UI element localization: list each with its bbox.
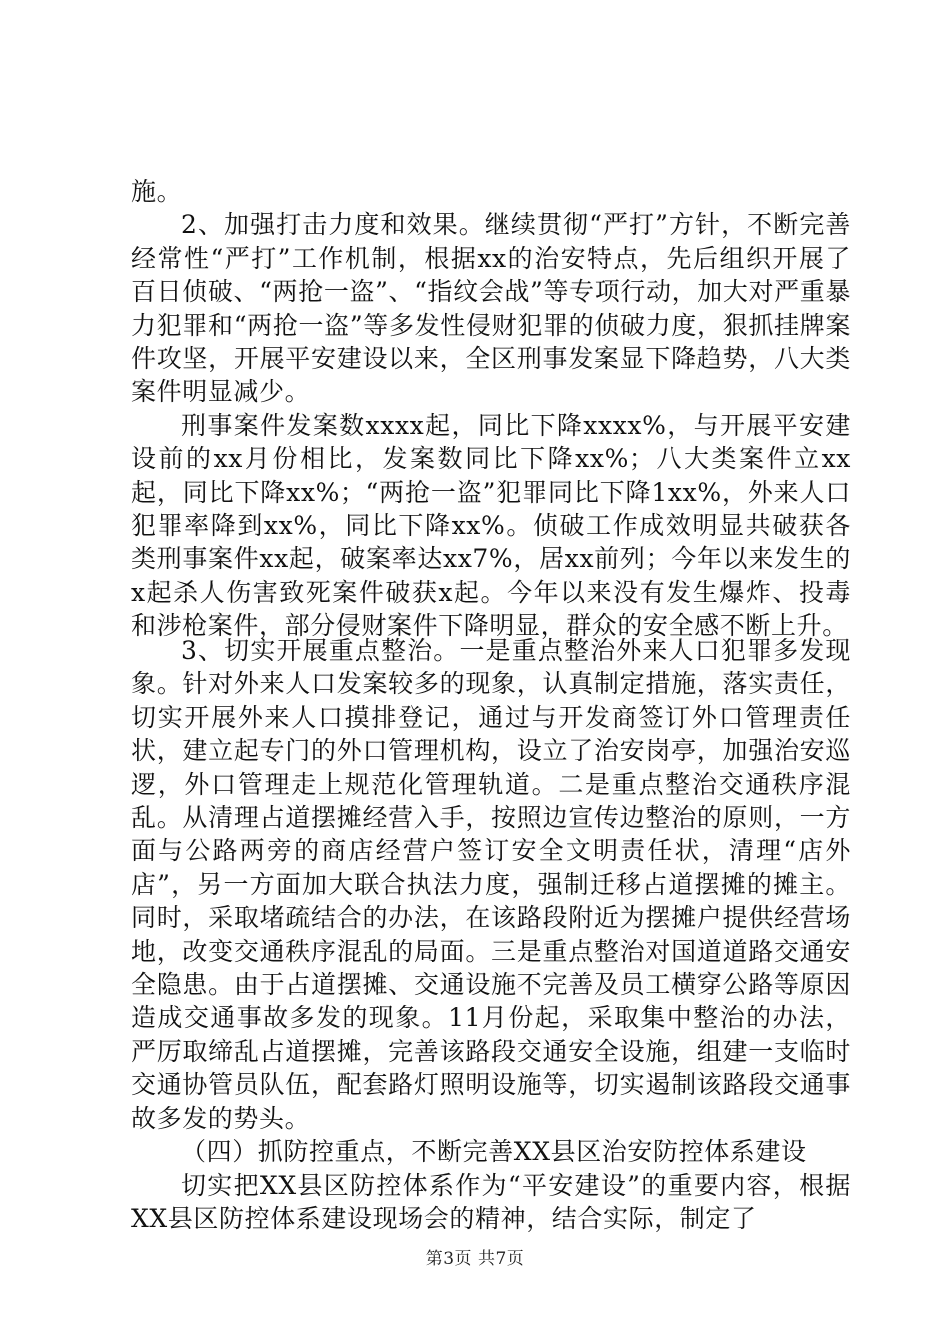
paragraph-continuation: 施。	[131, 177, 183, 206]
paragraph-case-statistics: 刑事案件发案数xxxx起，同比下降xxxx%，与开展平安建设前的xx月份相比，发案数同比下降xx%；八大类案件立xx起，同比下降xx%；“两抢一盗”犯罪同比下降1xx%，外来人口犯罪率降到xx%，同比下降xx%。侦破工作成效明显共破获各类刑事案件xx起，破案率达xx7%，居xx前列；今年以来发生的x起杀人伤害致死案件破获x起。今年以来没有发生爆炸、投毒和涉枪案件，部分侵财案件下降明显，群众的安全感不断上升。	[131, 410, 851, 641]
paragraph-key-rectification: 3、切实开展重点整治。一是重点整治外来人口犯罪多发现象。针对外来人口发案较多的现象，认真制定措施，落实责任，切实开展外来人口摸排登记，通过与开发商签订外口管理责任状，建立起专门的外口管理机构，设立了治安岗亭，加强治安巡逻，外口管理走上规范化管理轨道。二是重点整治交通秩序混乱。从清理占道摆摊经营入手，按照边宣传边整治的原则，一方面与公路两旁的商店经营户签订安全文明责任状，清理“店外店”，另一方面加大联合执法力度，强制迁移占道摆摊的摊主。同时，采取堵疏结合的办法，在该路段附近为摆摊户提供经营场地，改变交通秩序混乱的局面。三是重点整治对国道道路交通安全隐患。由于占道摆摊、交通设施不完善及员工横穿公路等原因造成交通事故多发的现象。11月份起，采取集中整治的办法，严厉取缔乱占道摆摊，完善该路段交通安全设施，组建一支临时交通协管员队伍，配套路灯照明设施等，切实遏制该路段交通事故多发的势头。	[131, 636, 851, 1133]
paragraph-strike-efforts: 2、加强打击力度和效果。继续贯彻“严打”方针，不断完善经常性“严打”工作机制，根据xx的治安特点，先后组织开展了百日侦破、“两抢一盗”、“指纹会战”等专项行动，加大对严重暴力犯罪和“两抢一盗”等多发性侵财犯罪的侦破力度，狠抓挂牌案件攻坚，开展平安建设以来，全区刑事发案显下降趋势，八大类案件明显减少。	[131, 210, 851, 407]
page-number-footer: 第3页 共7页	[425, 1249, 525, 1269]
section-heading-prevention-system: （四）抓防控重点，不断完善XX县区治安防控体系建设	[181, 1137, 807, 1167]
paragraph-prevention-system: 切实把XX县区防控体系作为“平安建设”的重要内容，根据XX县区防控体系建设现场会的精神，结合实际，制定了	[131, 1170, 851, 1233]
top-text-section	[131, 175, 851, 643]
bottom-text-section	[131, 634, 851, 1235]
